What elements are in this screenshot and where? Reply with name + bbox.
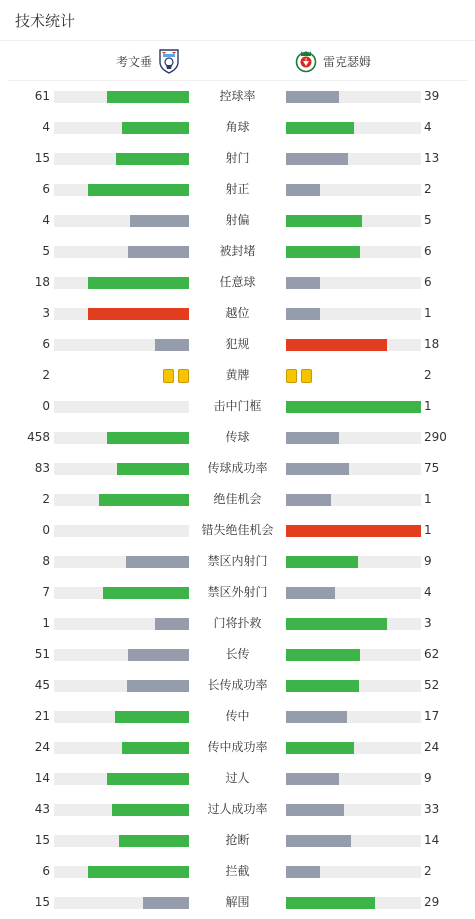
away-stat-bar — [286, 308, 421, 320]
home-stat-fill — [128, 246, 189, 258]
away-stat-bar — [286, 339, 421, 351]
away-stat-fill — [286, 525, 421, 537]
home-stat-bar — [54, 742, 189, 754]
home-stat-fill — [88, 866, 189, 878]
stat-row — [0, 887, 475, 918]
home-stat-bar — [54, 587, 189, 599]
home-yellow-cards — [163, 369, 189, 383]
away-stat-fill — [286, 463, 349, 475]
wrexham-crest-icon — [295, 48, 317, 74]
stat-label: 错失绝佳机会 — [201, 523, 274, 537]
home-stat-value: 6 — [42, 337, 50, 351]
home-stat-bar — [54, 649, 189, 661]
away-stat-fill — [286, 742, 354, 754]
away-stat-fill — [286, 401, 421, 413]
stat-label: 传中 — [225, 709, 250, 723]
home-stat-value: 2 — [42, 368, 50, 382]
away-stat-fill — [286, 711, 347, 723]
away-stat-fill — [286, 649, 360, 661]
stat-row — [0, 670, 475, 701]
home-stat-fill — [107, 432, 189, 444]
home-stat-value: 43 — [34, 802, 50, 816]
away-stat-bar — [286, 866, 421, 878]
away-stat-value: 4 — [424, 585, 432, 599]
home-stat-value: 21 — [34, 709, 50, 723]
stat-row — [0, 856, 475, 887]
home-stat-value: 6 — [42, 182, 50, 196]
away-stat-value: 52 — [424, 678, 440, 692]
stat-row — [0, 763, 475, 794]
home-stat-bar — [54, 525, 189, 537]
stat-label: 过人成功率 — [207, 802, 268, 816]
away-stat-bar — [286, 649, 421, 661]
stat-row — [0, 81, 475, 112]
away-stat-value: 2 — [424, 864, 432, 878]
away-stat-fill — [286, 215, 362, 227]
coventry-crest-icon — [158, 48, 180, 74]
stat-row — [0, 484, 475, 515]
stat-label: 长传 — [225, 647, 250, 661]
away-stat-value: 6 — [424, 244, 432, 258]
home-stat-bar — [54, 773, 189, 785]
home-stat-bar — [54, 494, 189, 506]
home-stat-bar — [54, 153, 189, 165]
stat-label: 控球率 — [219, 89, 256, 103]
stat-label: 抢断 — [225, 833, 250, 847]
away-stat-bar — [286, 587, 421, 599]
stat-label: 角球 — [225, 120, 250, 134]
stat-row — [0, 422, 475, 453]
away-stat-fill — [286, 246, 360, 258]
home-stat-fill — [119, 835, 189, 847]
home-stat-value: 6 — [42, 864, 50, 878]
home-stat-value: 7 — [42, 585, 50, 599]
stat-label: 越位 — [225, 306, 250, 320]
away-stat-value: 3 — [424, 616, 432, 630]
away-stat-value: 24 — [424, 740, 440, 754]
home-stat-value: 3 — [42, 306, 50, 320]
away-stat-value: 5 — [424, 213, 432, 227]
away-stat-value: 2 — [424, 182, 432, 196]
home-stat-fill — [103, 587, 189, 599]
stat-row — [0, 546, 475, 577]
home-stat-bar — [54, 897, 189, 909]
away-stat-value: 75 — [424, 461, 440, 475]
away-stat-bar — [286, 184, 421, 196]
away-team[interactable] — [295, 41, 371, 81]
home-stat-bar — [54, 122, 189, 134]
home-stat-bar — [54, 246, 189, 258]
away-stat-bar — [286, 277, 421, 289]
stat-label: 射门 — [225, 151, 250, 165]
away-stat-bar — [286, 494, 421, 506]
away-stat-fill — [286, 618, 387, 630]
home-stat-bar — [54, 401, 189, 413]
away-stat-bar — [286, 835, 421, 847]
stat-row — [0, 267, 475, 298]
away-stat-fill — [286, 91, 339, 103]
stat-label: 门将扑救 — [213, 616, 262, 630]
home-stat-bar — [54, 463, 189, 475]
stat-label: 解围 — [225, 895, 250, 909]
away-stat-value: 39 — [424, 89, 440, 103]
away-stat-value: 6 — [424, 275, 432, 289]
away-stat-value: 290 — [424, 430, 447, 444]
away-stat-fill — [286, 308, 320, 320]
away-stat-value: 9 — [424, 554, 432, 568]
stat-label: 传球 — [225, 430, 250, 444]
home-stat-fill — [155, 618, 189, 630]
stat-row — [0, 701, 475, 732]
home-stat-bar — [54, 91, 189, 103]
home-stat-value: 14 — [34, 771, 50, 785]
stat-row — [0, 577, 475, 608]
stat-row — [0, 515, 475, 546]
away-stat-fill — [286, 773, 339, 785]
home-stat-fill — [128, 649, 189, 661]
away-stat-bar — [286, 804, 421, 816]
home-stat-fill — [127, 680, 189, 692]
stat-row — [0, 174, 475, 205]
home-team[interactable] — [116, 41, 180, 81]
home-stat-value: 0 — [42, 523, 50, 537]
away-stat-bar — [286, 742, 421, 754]
home-stat-fill — [116, 153, 189, 165]
away-stat-bar — [286, 556, 421, 568]
stats-header — [0, 0, 475, 41]
stat-row — [0, 732, 475, 763]
stat-label: 禁区外射门 — [207, 585, 268, 599]
home-stat-value: 45 — [34, 678, 50, 692]
stat-label: 拦截 — [225, 864, 250, 878]
home-stat-fill — [99, 494, 189, 506]
yellow-card-icon — [301, 369, 312, 383]
home-stat-value: 61 — [34, 89, 50, 103]
home-stat-fill — [143, 897, 189, 909]
away-stat-bar — [286, 153, 421, 165]
stat-row — [0, 608, 475, 639]
stat-row — [0, 825, 475, 856]
home-stat-bar — [54, 308, 189, 320]
away-stat-value: 1 — [424, 523, 432, 537]
home-stat-bar — [54, 680, 189, 692]
home-stat-fill — [88, 308, 189, 320]
away-stat-fill — [286, 122, 354, 134]
home-stat-fill — [112, 804, 189, 816]
stat-label: 黄牌 — [225, 368, 250, 382]
stat-label: 传中成功率 — [207, 740, 268, 754]
home-stat-fill — [115, 711, 189, 723]
away-stat-fill — [286, 835, 351, 847]
stat-label: 被封堵 — [219, 244, 256, 258]
away-stat-bar — [286, 401, 421, 413]
home-stat-bar — [54, 804, 189, 816]
home-stat-fill — [122, 742, 190, 754]
away-stat-fill — [286, 587, 335, 599]
home-stat-value: 4 — [42, 120, 50, 134]
away-stat-value: 4 — [424, 120, 432, 134]
stat-label: 禁区内射门 — [207, 554, 268, 568]
away-stat-bar — [286, 897, 421, 909]
home-stat-bar — [54, 339, 189, 351]
away-stat-bar — [286, 122, 421, 134]
teams-row — [8, 41, 467, 81]
away-stat-bar — [286, 711, 421, 723]
home-stat-value: 5 — [42, 244, 50, 258]
away-stat-value: 2 — [424, 368, 432, 382]
away-stat-fill — [286, 494, 331, 506]
away-stat-value: 62 — [424, 647, 440, 661]
stat-row — [0, 112, 475, 143]
stat-label: 传球成功率 — [207, 461, 268, 475]
home-stat-value: 51 — [34, 647, 50, 661]
away-stat-value: 33 — [424, 802, 440, 816]
home-stat-bar — [54, 215, 189, 227]
away-stat-fill — [286, 277, 320, 289]
stat-row — [0, 298, 475, 329]
away-stat-value: 1 — [424, 492, 432, 506]
home-stat-bar — [54, 277, 189, 289]
away-stat-value: 1 — [424, 399, 432, 413]
home-stat-fill — [88, 277, 189, 289]
away-stat-bar — [286, 773, 421, 785]
stat-row — [0, 360, 475, 391]
away-stat-value: 1 — [424, 306, 432, 320]
stat-row — [0, 391, 475, 422]
home-stat-value: 18 — [34, 275, 50, 289]
home-stat-fill — [126, 556, 189, 568]
home-stat-value: 83 — [34, 461, 50, 475]
away-stat-fill — [286, 897, 375, 909]
home-stat-value: 15 — [34, 833, 50, 847]
home-stat-bar — [54, 711, 189, 723]
away-stat-fill — [286, 339, 387, 351]
away-stat-bar — [286, 525, 421, 537]
stat-row — [0, 205, 475, 236]
home-stat-value: 1 — [42, 616, 50, 630]
away-stat-bar — [286, 618, 421, 630]
stats-list — [0, 81, 475, 918]
away-stat-fill — [286, 556, 358, 568]
home-team-name: 考文垂 — [115, 54, 152, 69]
home-stat-bar — [54, 866, 189, 878]
home-stat-fill — [88, 184, 189, 196]
home-stat-fill — [117, 463, 189, 475]
away-stat-value: 9 — [424, 771, 432, 785]
away-stat-value: 17 — [424, 709, 440, 723]
away-stat-fill — [286, 432, 339, 444]
home-stat-value: 8 — [42, 554, 50, 568]
home-stat-value: 0 — [42, 399, 50, 413]
home-stat-fill — [107, 91, 189, 103]
home-stat-value: 458 — [27, 430, 50, 444]
stat-label: 长传成功率 — [207, 678, 268, 692]
away-stat-bar — [286, 680, 421, 692]
yellow-card-icon — [163, 369, 174, 383]
page-title: 技术统计 — [15, 11, 76, 30]
stat-row — [0, 143, 475, 174]
home-stat-bar — [54, 835, 189, 847]
home-stat-fill — [122, 122, 190, 134]
stat-label: 击中门框 — [213, 399, 262, 413]
away-team-name: 雷克瑟姆 — [323, 54, 372, 69]
away-stat-value: 29 — [424, 895, 440, 909]
home-stat-fill — [155, 339, 189, 351]
stat-row — [0, 329, 475, 360]
away-stat-bar — [286, 246, 421, 258]
home-stat-value: 2 — [42, 492, 50, 506]
home-stat-value: 15 — [34, 151, 50, 165]
stat-label: 绝佳机会 — [213, 492, 262, 506]
yellow-card-icon — [286, 369, 297, 383]
stat-label: 射正 — [225, 182, 250, 196]
stat-row — [0, 639, 475, 670]
away-stat-fill — [286, 680, 359, 692]
away-stat-value: 18 — [424, 337, 440, 351]
away-stat-fill — [286, 153, 348, 165]
stat-label: 过人 — [225, 771, 250, 785]
yellow-card-icon — [178, 369, 189, 383]
away-yellow-cards — [286, 369, 312, 383]
home-stat-bar — [54, 556, 189, 568]
stat-row — [0, 236, 475, 267]
stat-row — [0, 453, 475, 484]
away-stat-fill — [286, 866, 320, 878]
stat-label: 射偏 — [225, 213, 250, 227]
home-stat-bar — [54, 184, 189, 196]
home-stat-bar — [54, 432, 189, 444]
away-stat-bar — [286, 432, 421, 444]
stat-row — [0, 794, 475, 825]
home-stat-value: 24 — [34, 740, 50, 754]
away-stat-bar — [286, 463, 421, 475]
stat-label: 任意球 — [219, 275, 256, 289]
away-stat-fill — [286, 184, 320, 196]
home-stat-fill — [107, 773, 189, 785]
home-stat-fill — [130, 215, 189, 227]
away-stat-value: 14 — [424, 833, 440, 847]
home-stat-bar — [54, 618, 189, 630]
away-stat-value: 13 — [424, 151, 440, 165]
stat-label: 犯规 — [225, 337, 250, 351]
home-stat-value: 15 — [34, 895, 50, 909]
away-stat-bar — [286, 91, 421, 103]
home-stat-value: 4 — [42, 213, 50, 227]
away-stat-fill — [286, 804, 344, 816]
away-stat-bar — [286, 215, 421, 227]
